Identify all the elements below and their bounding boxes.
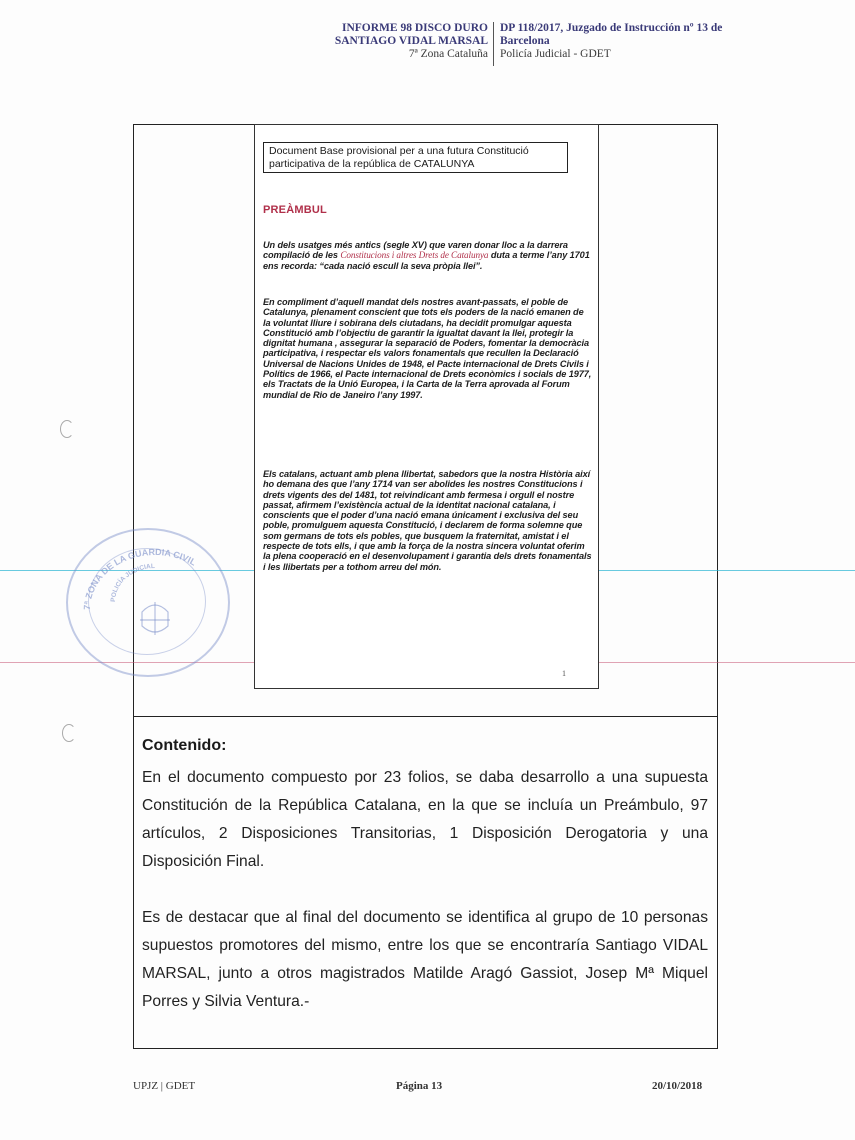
content-paragraph: Es de destacar que al final del documento se identifica al grupo de 10 personas supuestos promotores del mismo, entre los que se encontraría Santiago VIDAL MARSAL, junto a otros magistrados Matilde Aragó Gassiot, Josep Mª Miquel Porres y Silvia Ventura.- — [142, 909, 708, 1010]
footer-page-number: Página 13 — [396, 1080, 443, 1092]
header-divider — [493, 22, 494, 66]
svg-text:7ª ZONA DE LA GUARDIA CIVIL — [82, 547, 198, 610]
preamble-heading: PREÀMBUL — [263, 204, 327, 216]
report-header-left — [312, 22, 488, 61]
stamp-outer-text: 7ª ZONA DE LA GUARDIA CIVIL — [81, 546, 198, 611]
frame-divider — [133, 716, 718, 717]
content-heading: Contenido: — [142, 737, 227, 754]
case-city: Barcelona — [500, 35, 550, 47]
svg-text:POLICÍA JUDICIAL — [110, 563, 155, 602]
stamp-inner-text: POLICÍA JUDICIAL — [109, 562, 156, 603]
footer-unit: UPJZ | GDET — [133, 1080, 196, 1092]
case-reference: DP 118/2017, Juzgado de Instrucción nº 13 de — [500, 22, 723, 34]
report-zone: 7ª Zona Cataluña — [408, 48, 488, 60]
official-stamp-text — [80, 540, 230, 660]
report-subject: SANTIAGO VIDAL MARSAL — [334, 35, 488, 47]
preamble-paragraph: Els catalans, actuant amb plena llibertat, sabedors que la nostra Història així ho demana des que l’any 1714 van ser abolides les nostres Constitucions i drets vigents des del 1481, tot reivindicant amb fermesa i orgull el nostre passat, afirmem l’existència actual de la identitat nacional catalana, i conscients que el poder d’una nació emana únicament i exclusiva del seu poble, promulguem aquesta Constitució, i declarem de forma solemne que som germans de tots els pobles, que busquem la fraternitat, amistat i el respecte de tots ells, i que amb la força de la nostra sincera voluntat oferim la plena cooperació en el desenvolupament i garantia dels drets fonamentals i les llibertats per a tothom arreu del món. — [263, 469, 592, 572]
footer-date: 20/10/2018 — [652, 1080, 703, 1092]
scanned-page-number: 1 — [562, 669, 566, 678]
punch-hole-mark — [60, 420, 74, 438]
scanned-document-title: Document Base provisional per a una futura Constitució participativa de la república de CATALUNYA — [263, 142, 568, 173]
punch-hole-mark — [62, 724, 76, 742]
case-unit: Policía Judicial - GDET — [500, 48, 611, 60]
preamble-paragraph: Un dels usatges més antics (segle XV) que varen donar lloc a la darrera compilació de les Constitucions i altres Drets de Catalunya duta a terme l’any 1701 ens recorda: “cada nació escull la seva pròpia llei”. — [263, 240, 590, 271]
report-title: INFORME 98 DISCO DURO — [342, 22, 488, 34]
preamble-paragraph: En compliment d’aquell mandat dels nostres avant-passats, el poble de Catalunya, plenament conscient que tots els poders de la nació emanen de la voluntat lliure i sobirana dels ciutadans, ha decidit promulgar aquesta Constitució amb l’objectiu de garantir la igualtat davant la llei, protegir la dignitat humana , assegurar la separació de Poders, fomentar la democràcia participativa, i respectar els valors fonamentals que recullen la Declaració Universal de Nacions Unides de 1948, el Pacte internacional de Drets Civils i Polítics de 1966, el Pacte internacional de Drets econòmics i socials de 1977, els Tractats de la Unió Europea, i la Carta de la Terra aprovada al Forum mundial de Rio de Janeiro l’any 1997. — [263, 297, 592, 400]
report-header-right — [500, 22, 760, 61]
content-paragraph: En el documento compuesto por 23 folios, se daba desarrollo a una supuesta Constitución de la República Catalana, en la que se incluía un Preámbulo, 97 artículos, 2 Disposiciones Transitorias, 1 Disposición Derogatoria y una Disposición Final. — [142, 769, 708, 870]
constitutions-reference: Constitucions i altres Drets de Catalunya — [340, 250, 489, 261]
